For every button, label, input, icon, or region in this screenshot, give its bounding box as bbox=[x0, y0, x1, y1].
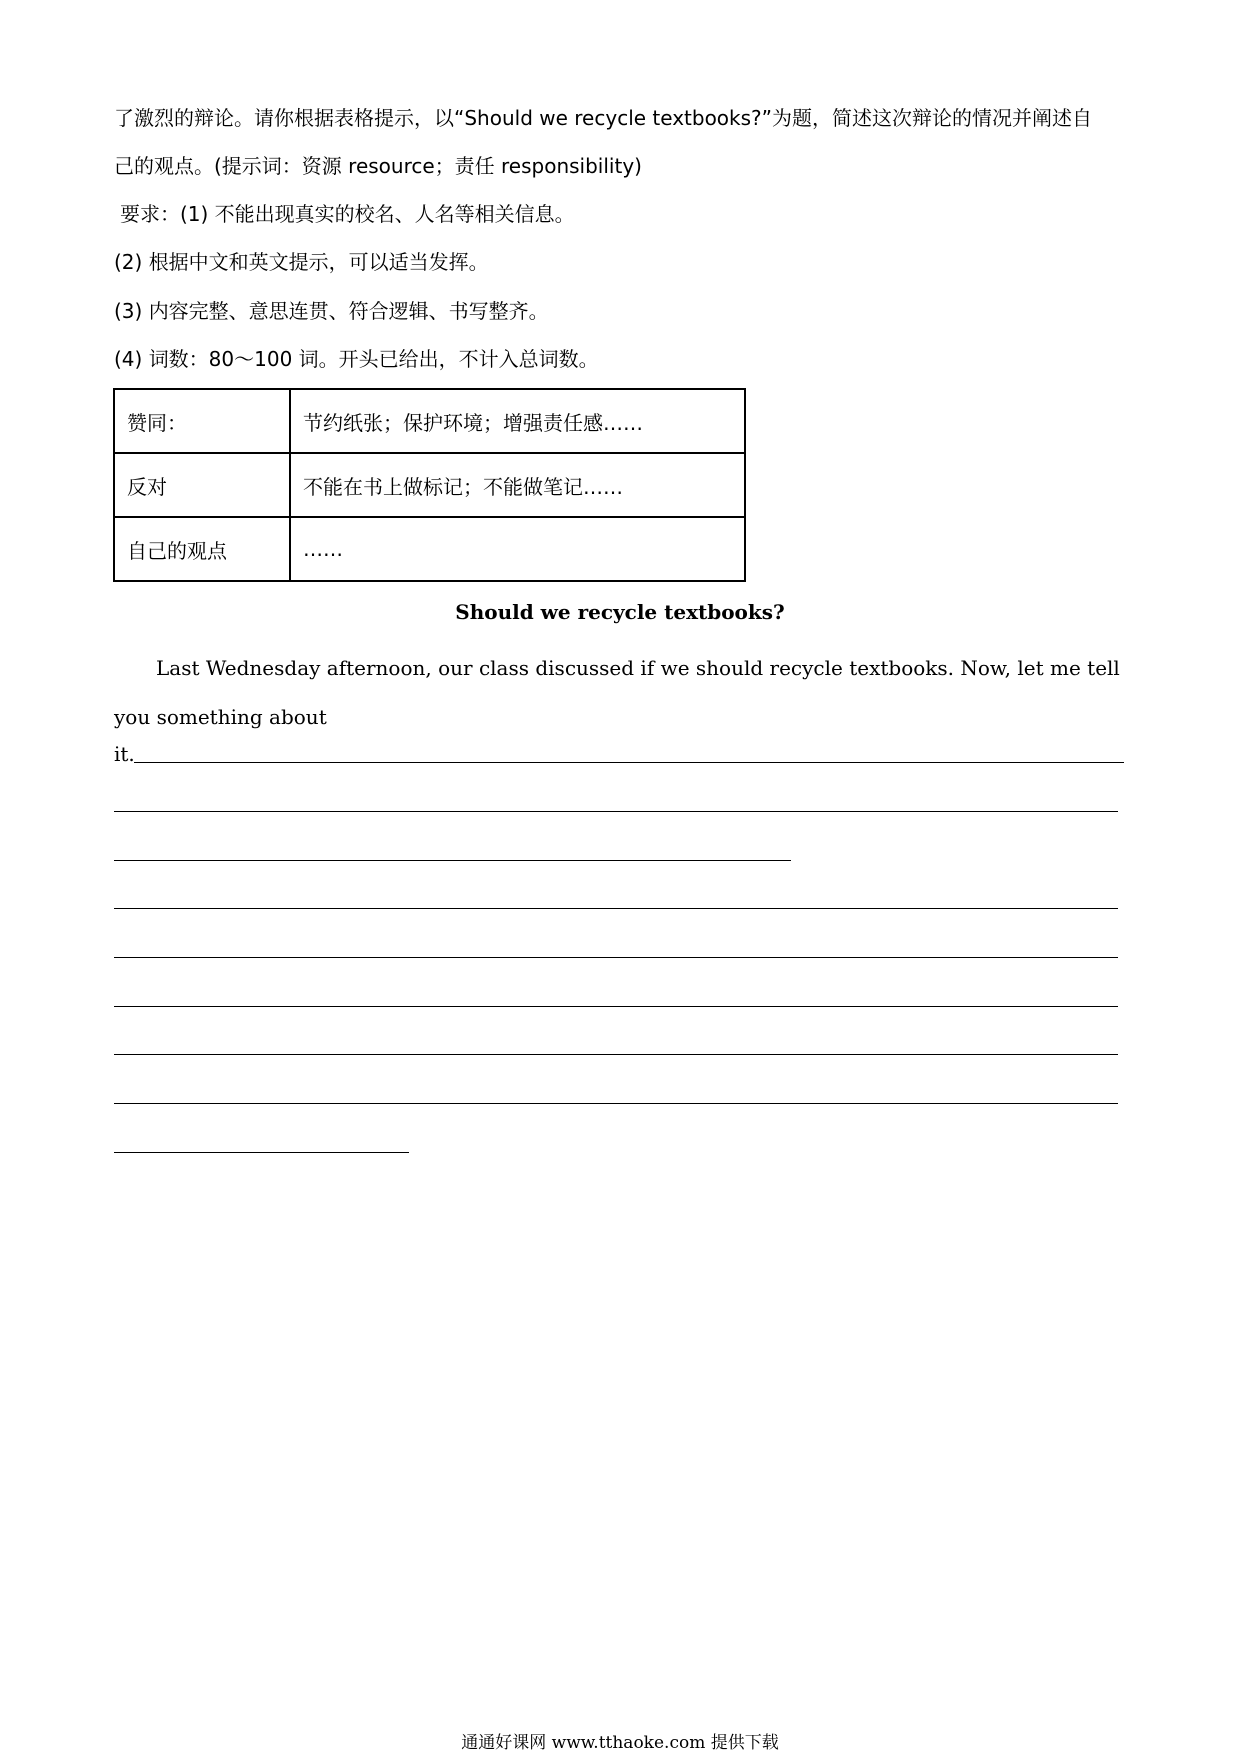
writing-line[interactable] bbox=[114, 908, 1118, 909]
table-row bbox=[114, 453, 745, 517]
instruction-line-1: 了激烈的辩论。请你根据表格提示，以“Should we recycle textbooks?”为题，简述这次辩论的情况并阐述自 bbox=[114, 106, 1093, 130]
writing-line[interactable] bbox=[114, 1103, 1118, 1104]
page-footer bbox=[0, 1728, 1240, 1753]
requirement-2: (2) 根据中文和英文提示，可以适当发挥。 bbox=[114, 250, 489, 274]
table-row bbox=[114, 389, 745, 453]
requirement-3: (3) 内容完整、意思连贯、符合逻辑、书写整齐。 bbox=[114, 299, 549, 323]
writing-line[interactable] bbox=[114, 811, 1118, 812]
table-row bbox=[114, 517, 745, 581]
row-content-disagree: 不能在书上做标记；不能做笔记…… bbox=[290, 453, 745, 517]
writing-line[interactable] bbox=[114, 860, 791, 861]
row-label-own-view: 自己的观点 bbox=[114, 517, 290, 581]
row-content-agree: 节约纸张；保护环境；增强责任感…… bbox=[290, 389, 745, 453]
footer-suffix: 提供下载 bbox=[710, 1733, 779, 1753]
writing-line[interactable] bbox=[114, 1054, 1118, 1055]
writing-line[interactable] bbox=[114, 1006, 1118, 1007]
writing-line[interactable] bbox=[114, 1152, 409, 1153]
requirement-4: (4) 词数：80～100 词。开头已给出，不计入总词数。 bbox=[114, 347, 599, 371]
footer-site-name: 通通好课网 bbox=[461, 1733, 547, 1753]
requirement-1: 要求：(1) 不能出现真实的校名、人名等相关信息。 bbox=[120, 202, 575, 226]
row-content-own-view: …… bbox=[290, 517, 745, 581]
row-label-disagree: 反对 bbox=[114, 453, 290, 517]
footer-url[interactable]: www.tthaoke.com bbox=[551, 1733, 706, 1753]
hint-table bbox=[113, 388, 746, 582]
writing-line[interactable] bbox=[134, 762, 1124, 763]
essay-it-prefix: it. bbox=[114, 742, 135, 766]
writing-line[interactable] bbox=[114, 957, 1118, 958]
essay-title: Should we recycle textbooks? bbox=[455, 600, 785, 624]
essay-opening bbox=[114, 644, 1124, 742]
instruction-line-2: 己的观点。(提示词：资源 resource；责任 responsibility) bbox=[114, 154, 642, 178]
essay-opening-text: Last Wednesday afternoon, our class discussed if we should recycle textbooks. Now, let me tell you something about bbox=[114, 656, 1120, 729]
row-label-agree: 赞同： bbox=[114, 389, 290, 453]
